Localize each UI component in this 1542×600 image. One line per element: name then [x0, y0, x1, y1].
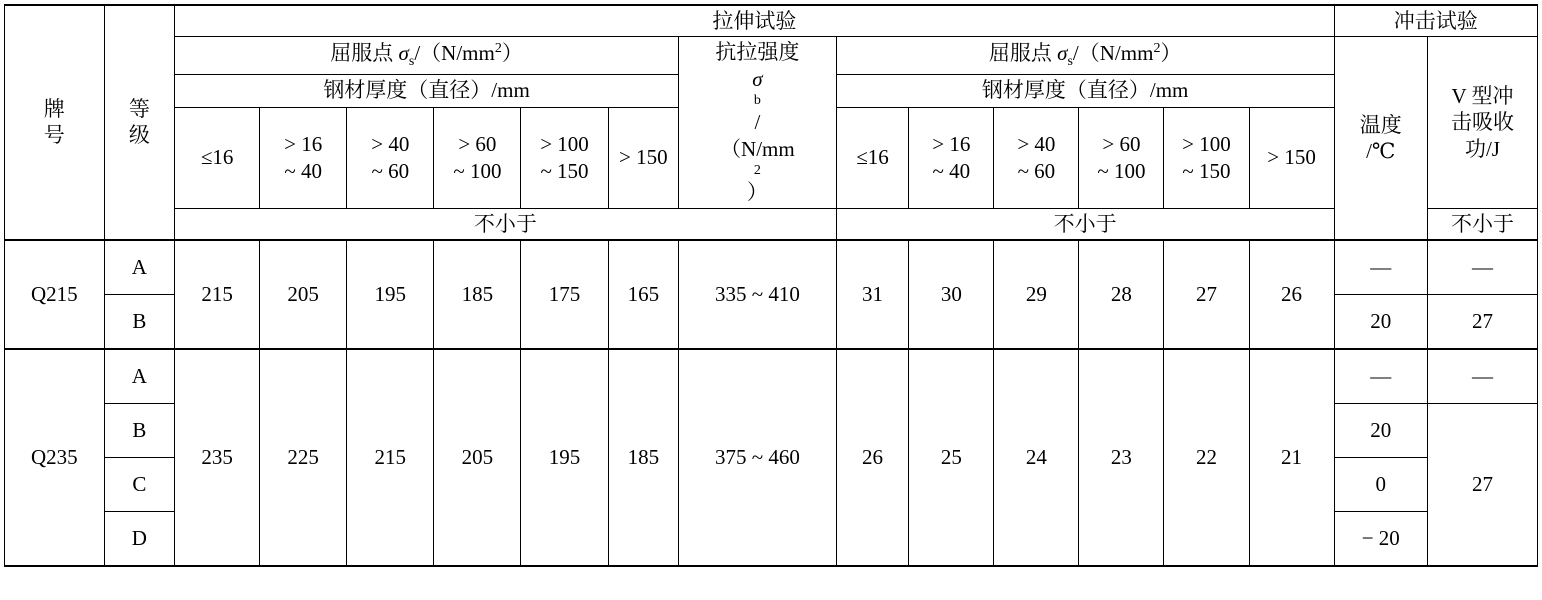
cell-grade-q235-a: A [104, 349, 175, 404]
cell-q215-yield-6: 165 [608, 240, 679, 349]
header-thickness-1-col-6: > 150 [608, 107, 679, 208]
header-thickness-2-col-5: > 100 ~ 150 [1164, 107, 1249, 208]
header-yield-unit-open-1: /（N/mm [414, 41, 495, 66]
header-temperature-line1: 温度 [1359, 112, 1402, 137]
cell-q215-yield-4: 185 [434, 240, 521, 349]
header-thickness-1-col-4: > 60 ~ 100 [434, 107, 521, 208]
header-yield-sup-2: 2 [1153, 41, 1161, 57]
header-thickness-1-col-3: > 40 ~ 60 [347, 107, 434, 208]
header-impact-test: 冲击试验 [1334, 5, 1537, 37]
cell-q235-elong-3: 24 [994, 349, 1079, 566]
cell-q215-yield-2: 205 [260, 240, 347, 349]
cell-grade-q235-d: D [104, 511, 175, 566]
header-yield-prefix-1: 屈服点 [330, 41, 399, 66]
cell-q215-yield-5: 175 [521, 240, 608, 349]
cell-brand-q215: Q215 [5, 240, 105, 349]
cell-q235-tensile-strength: 375 ~ 460 [679, 349, 837, 566]
cell-q215-tensile-strength: 335 ~ 410 [679, 240, 837, 349]
cell-q235-yield-3: 215 [347, 349, 434, 566]
header-vnotch-line2: 击吸收 [1450, 110, 1514, 135]
cell-q235-elong-2: 25 [909, 349, 994, 566]
header-grade-line2: 级 [128, 123, 150, 148]
cell-q215-elong-4: 28 [1079, 240, 1164, 349]
header-brand-line1: 牌 [43, 97, 65, 122]
header-yield-point-2 [836, 37, 1334, 74]
cell-q235-temp-b: 20 [1334, 403, 1427, 457]
header-thickness-2-col-3: > 40 ~ 60 [994, 107, 1079, 208]
cell-q235-elong-1: 26 [836, 349, 909, 566]
cell-q235-elong-5: 22 [1164, 349, 1249, 566]
header-tensile-strength-symbol: σ b / [752, 66, 763, 135]
header-thickness-2: 钢材厚度（直径）/mm [836, 74, 1334, 107]
header-not-less-than-3: 不小于 [1427, 208, 1537, 240]
header-brand [5, 5, 105, 240]
cell-q235-yield-5: 195 [521, 349, 608, 566]
table-row-q235-a [5, 349, 1538, 404]
header-yield-prefix-2: 屈服点 [988, 41, 1058, 66]
header-brand-line2: 号 [43, 123, 65, 148]
cell-q235-temp-a: — [1334, 349, 1427, 404]
header-tensile-test: 拉伸试验 [175, 5, 1335, 37]
header-row-1 [5, 5, 1538, 37]
cell-q235-yield-1: 235 [175, 349, 260, 566]
header-yield-unit-close-2: ） [1160, 41, 1182, 66]
cell-q215-elong-2: 30 [909, 240, 994, 349]
header-row-5 [5, 208, 1538, 240]
cell-q215-yield-3: 195 [347, 240, 434, 349]
cell-q215-energy-b: 27 [1427, 294, 1537, 349]
header-thickness-1-col-2: > 16 ~ 40 [260, 107, 347, 208]
cell-q235-yield-4: 205 [434, 349, 521, 566]
cell-q235-temp-d: − 20 [1334, 511, 1427, 566]
header-yield-sub-2: s [1067, 54, 1073, 70]
header-thickness-2-col-2: > 16 ~ 40 [909, 107, 994, 208]
header-not-less-than-1: 不小于 [175, 208, 837, 240]
cell-q215-elong-6: 26 [1249, 240, 1334, 349]
cell-grade-q235-b: B [104, 403, 175, 457]
header-not-less-than-2: 不小于 [836, 208, 1334, 240]
cell-q215-elong-5: 27 [1164, 240, 1249, 349]
header-grade [104, 5, 175, 240]
cell-q235-energy-a: — [1427, 349, 1537, 404]
header-thickness-1: 钢材厚度（直径）/mm [175, 74, 679, 107]
header-temperature [1334, 37, 1427, 240]
cell-grade-q215-a: A [104, 240, 175, 295]
cell-q215-yield-1: 215 [175, 240, 260, 349]
header-temperature-line2: /℃ [1366, 139, 1396, 163]
header-thickness-1-col-5: > 100 ~ 150 [521, 107, 608, 208]
cell-q215-energy-a: — [1427, 240, 1537, 295]
cell-q215-temp-a: — [1334, 240, 1427, 295]
header-yield-sup-1: 2 [494, 41, 502, 57]
header-thickness-1-col-1: ≤16 [175, 107, 260, 208]
header-vnotch-line3: 功/J [1464, 136, 1500, 161]
header-yield-point-1 [175, 37, 679, 74]
cell-q215-temp-b: 20 [1334, 294, 1427, 349]
header-thickness-2-col-1: ≤16 [836, 107, 909, 208]
header-yield-sub-1: s [408, 54, 415, 70]
table-row-q215-a [5, 240, 1538, 295]
cell-q235-elong-6: 21 [1249, 349, 1334, 566]
header-grade-line1: 等 [128, 97, 150, 122]
header-yield-sigma-1: σ [398, 41, 409, 66]
cell-q235-elong-4: 23 [1079, 349, 1164, 566]
header-yield-unit-open-2: /（N/mm [1072, 41, 1154, 66]
header-vnotch-energy [1427, 37, 1537, 208]
cell-grade-q215-b: B [104, 294, 175, 349]
header-tensile-strength-label: 抗拉强度 [715, 40, 800, 65]
header-tensile-strength [679, 37, 837, 208]
header-thickness-2-col-6: > 150 [1249, 107, 1334, 208]
header-tensile-strength-unit: （N/mm 2 ） [720, 136, 795, 205]
header-vnotch-line1: V 型冲 [1451, 84, 1514, 108]
cell-q235-temp-c: 0 [1334, 457, 1427, 511]
header-yield-unit-close-1: ） [501, 41, 523, 66]
cell-q235-energy-bcd: 27 [1427, 403, 1537, 566]
header-yield-sigma-2: σ [1057, 41, 1068, 66]
header-thickness-2-col-4: > 60 ~ 100 [1079, 107, 1164, 208]
steel-properties-table [4, 4, 1538, 567]
cell-grade-q235-c: C [104, 457, 175, 511]
cell-q235-yield-2: 225 [260, 349, 347, 566]
cell-brand-q235: Q235 [5, 349, 105, 566]
cell-q215-elong-3: 29 [994, 240, 1079, 349]
header-row-2 [5, 37, 1538, 74]
cell-q235-yield-6: 185 [608, 349, 679, 566]
cell-q215-elong-1: 31 [836, 240, 909, 349]
